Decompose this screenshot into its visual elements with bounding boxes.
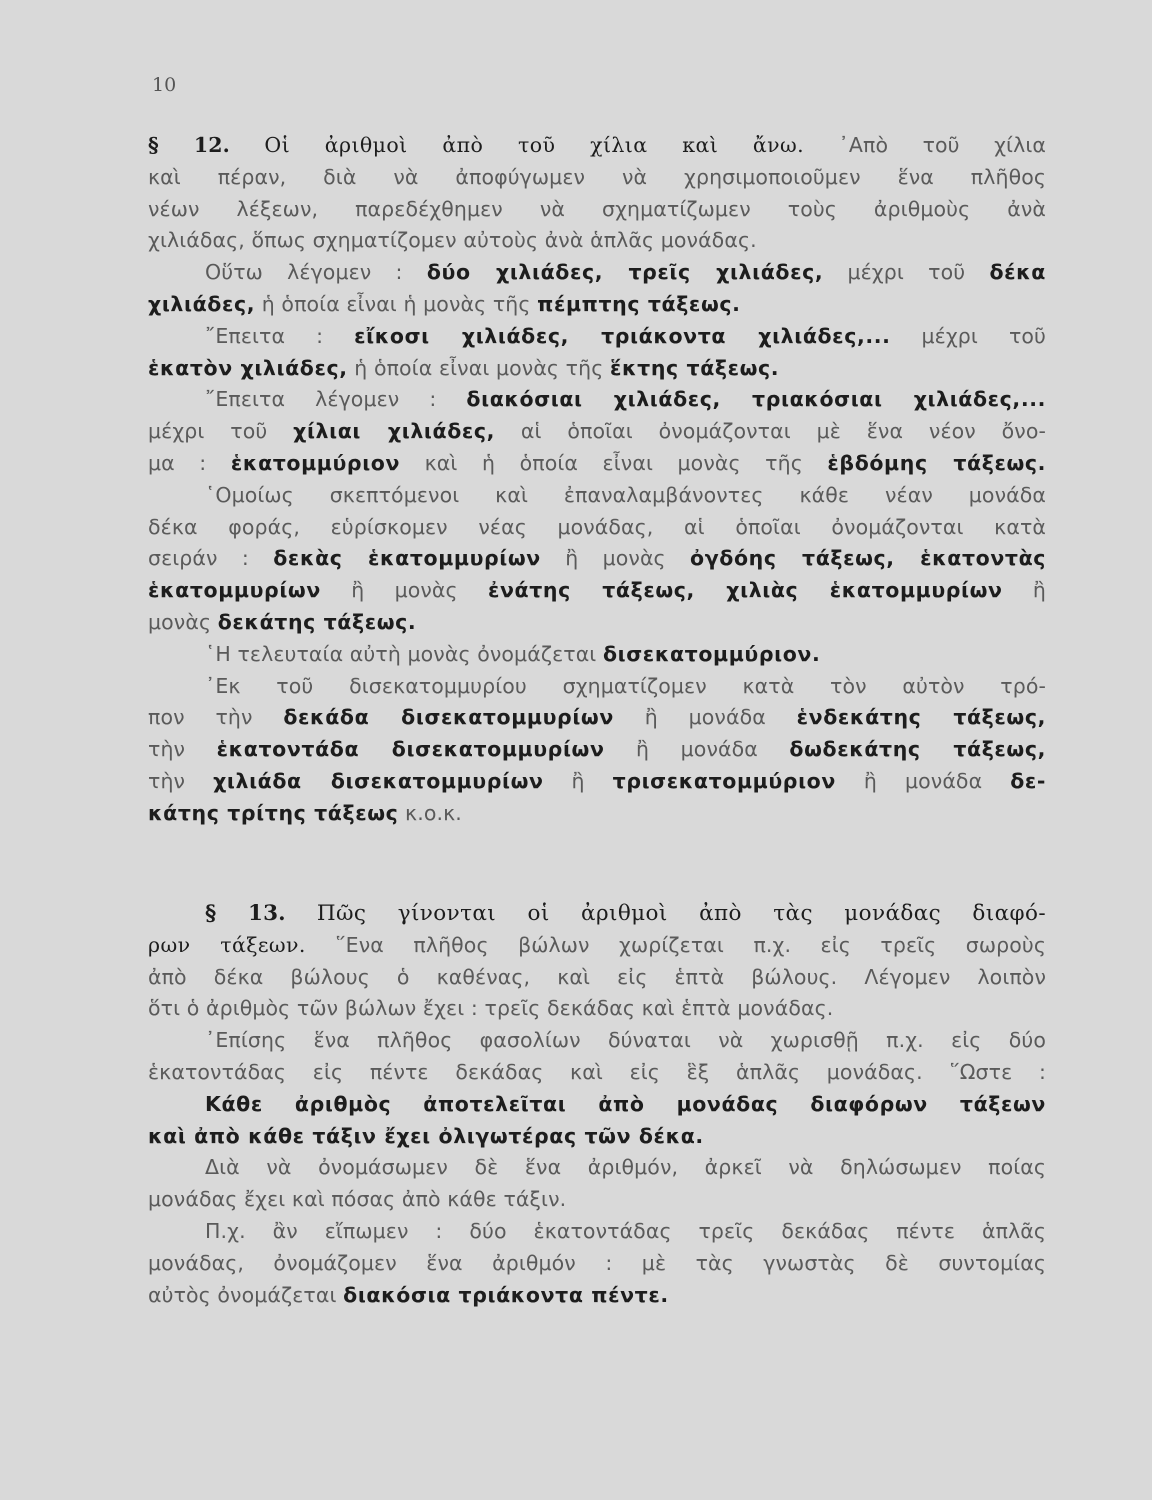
text-span: ἑκατοντάδας εἰς πέντε δεκάδας καὶ εἰς ἓξ ἁπλᾶς μονάδας. ῞Ωστε : bbox=[148, 1059, 1046, 1084]
text-span: τὴν bbox=[148, 768, 186, 793]
bold-term: ἐνάτης τάξεως, χιλιὰς ἑκατομμυρίων bbox=[487, 578, 1003, 603]
text-line bbox=[148, 162, 1046, 194]
bold-term: ἑβδόμης τάξεως. bbox=[827, 450, 1047, 475]
text-line bbox=[148, 1057, 1046, 1089]
text-span: μέχρι τοῦ bbox=[921, 323, 1046, 348]
text-line bbox=[148, 1089, 1046, 1121]
text-span: Οὕτω λέγομεν : bbox=[205, 260, 403, 285]
text-line bbox=[148, 607, 1046, 639]
text-span: μονὰς bbox=[148, 609, 212, 634]
text-span: μονάδας, ὀνομάζομεν ἕνα ἀριθμόν : μὲ τὰς γνωστὰς δὲ συντομίας bbox=[148, 1250, 1046, 1275]
text-line bbox=[148, 353, 1046, 385]
text-span: ἡ ὁποία εἶναι μονὰς τῆς bbox=[354, 355, 604, 380]
text-span: ἢ μονάδα bbox=[644, 705, 766, 730]
bold-term: ἕκτης τάξεως. bbox=[609, 355, 780, 380]
text-span: νέων λέξεων, παρεδέχθημεν νὰ σχηματίζωμεν τοὺς ἀριθμοὺς ἀνὰ bbox=[148, 196, 1046, 221]
text-span: σειράν : bbox=[148, 546, 249, 571]
text-span: ὅτι ὁ ἀριθμὸς τῶν βώλων ἔχει : τρεῖς δεκάδας καὶ ἑπτὰ μονάδας. bbox=[148, 996, 834, 1021]
bold-term: πέμπτης τάξεως. bbox=[537, 291, 741, 316]
bold-term: διακόσια τριάκοντα πέντε. bbox=[343, 1282, 669, 1307]
bold-term: ἑκατὸν χιλιάδες, bbox=[148, 355, 348, 380]
text-line bbox=[148, 575, 1046, 607]
text-span: ῎Επειτα λέγομεν : bbox=[205, 387, 437, 412]
text-line bbox=[148, 194, 1046, 226]
bold-term: δέκα bbox=[989, 260, 1046, 285]
text-span: ἢ μονὰς bbox=[565, 546, 666, 571]
text-line bbox=[148, 480, 1046, 512]
section-heading: ρων τάξεων. bbox=[148, 932, 306, 957]
text-line bbox=[148, 1280, 1046, 1312]
text-line bbox=[148, 734, 1046, 766]
text-line bbox=[148, 289, 1046, 321]
section-heading: Οἱ ἀριθμοὶ ἀπὸ τοῦ χίλια καὶ ἄνω. bbox=[264, 133, 805, 157]
text-line bbox=[148, 798, 1046, 830]
bold-term: δεκάδα δισεκατομμυρίων bbox=[283, 705, 614, 730]
text-span: ἢ bbox=[1032, 578, 1046, 603]
text-span: χιλιάδας, ὅπως σχηματίζομεν αὐτοὺς ἀνὰ ἁπλᾶς μονάδας. bbox=[148, 228, 757, 253]
text-line bbox=[148, 993, 1046, 1025]
text-span: δέκα φοράς, εὑρίσκομεν νέας μονάδας, αἱ ὁποῖαι ὀνομάζονται κατὰ bbox=[148, 514, 1046, 539]
bold-term: ἑκατομμυρίων bbox=[148, 578, 321, 603]
text-line bbox=[148, 321, 1046, 353]
text-line bbox=[148, 416, 1046, 448]
text-line bbox=[148, 1216, 1046, 1248]
bold-term: ἑκατοντάδα δισεκατομμυρίων bbox=[216, 737, 605, 762]
text-span: ἢ bbox=[571, 768, 585, 793]
section-number: § 13. bbox=[205, 901, 286, 926]
text-span: μέχρι τοῦ bbox=[847, 260, 966, 285]
bold-term: χιλιάδα δισεκατομμυρίων bbox=[213, 768, 544, 793]
text-span: μέχρι τοῦ bbox=[148, 419, 268, 444]
bold-term: δεκὰς ἑκατομμυρίων bbox=[273, 546, 541, 571]
bold-term: ἑνδεκάτης τάξεως, bbox=[796, 705, 1046, 730]
text-span: αὐτὸς ὀνομάζεται bbox=[148, 1282, 337, 1307]
bold-term: δε- bbox=[1010, 768, 1047, 793]
text-line bbox=[148, 1121, 1046, 1153]
text-span: ᾿Επίσης ἕνα πλῆθος φασολίων δύναται νὰ χωρισθῇ π.χ. εἰς δύο bbox=[205, 1028, 1046, 1053]
text-span: ῾Ομοίως σκεπτόμενοι καὶ ἐπαναλαμβάνοντες κάθε νέαν μονάδα bbox=[205, 482, 1046, 507]
text-span: τὴν bbox=[148, 737, 186, 762]
text-line bbox=[148, 962, 1046, 994]
text-line bbox=[148, 1025, 1046, 1057]
section-12 bbox=[148, 130, 1046, 830]
text-span: αἱ ὁποῖαι ὀνομάζονται μὲ ἕνα νέον ὄνο- bbox=[520, 419, 1046, 444]
text-span: Π.χ. ἂν εἴπωμεν : δύο ἑκατοντάδας τρεῖς δεκάδας πέντε ἁπλᾶς bbox=[205, 1218, 1046, 1243]
bold-term: δύο χιλιάδες, τρεῖς χιλιάδες, bbox=[426, 260, 824, 285]
bold-term: τρισεκατομμύριον bbox=[612, 768, 836, 793]
text-span: ᾿Απὸ τοῦ χίλια bbox=[838, 133, 1046, 157]
text-span: ἡ ὁποία εἶναι ἡ μονὰς τῆς bbox=[261, 291, 531, 316]
text-line bbox=[148, 1248, 1046, 1280]
bold-term: ἑκατομμύριον bbox=[230, 450, 401, 475]
bold-term: Κάθε ἀριθμὸς ἀποτελεῖται ἀπὸ μονάδας διαφόρων τάξεων bbox=[205, 1091, 1046, 1116]
section-number: § 12. bbox=[148, 133, 230, 157]
bold-term: εἴκοσι χιλιάδες, τριάκοντα χιλιάδες,... bbox=[354, 323, 891, 348]
text-line bbox=[148, 702, 1046, 734]
text-line bbox=[148, 1184, 1046, 1216]
text-span: ῞Ενα πλῆθος βώλων χωρίζεται π.χ. εἰς τρεῖς σωροὺς bbox=[335, 932, 1046, 957]
bold-term: δισεκατομμύριον. bbox=[602, 641, 821, 666]
bold-term: χιλιάδες, bbox=[148, 291, 256, 316]
text-span: μα : bbox=[148, 450, 207, 475]
text-span: ἢ μονάδα bbox=[863, 768, 983, 793]
text-span: κ.ο.κ. bbox=[405, 800, 462, 825]
text-span: μονάδας ἔχει καὶ πόσας ἀπὸ κάθε τάξιν. bbox=[148, 1187, 567, 1212]
section-13 bbox=[148, 898, 1046, 1311]
text-span: ἢ μονὰς bbox=[351, 578, 458, 603]
bold-term: χίλιαι χιλιάδες, bbox=[293, 419, 496, 444]
bold-term: δωδεκάτης τάξεως, bbox=[789, 737, 1046, 762]
text-span: καὶ πέραν, διὰ νὰ ἀποφύγωμεν νὰ χρησιμοποιοῦμεν ἕνα πλῆθος bbox=[148, 164, 1046, 189]
text-line bbox=[148, 257, 1046, 289]
text-span: καὶ ἡ ὁποία εἶναι μονὰς τῆς bbox=[424, 450, 803, 475]
bold-term: ὀγδόης τάξεως, ἑκατοντὰς bbox=[690, 546, 1047, 571]
text-line bbox=[148, 384, 1046, 416]
text-line bbox=[148, 512, 1046, 544]
text-span: ῾Η τελευταία αὐτὴ μονὰς ὀνομάζεται bbox=[205, 641, 597, 666]
text-line bbox=[148, 930, 1046, 962]
section-heading: Πῶς γίνονται οἱ ἀριθμοὶ ἀπὸ τὰς μονάδας διαφό- bbox=[316, 901, 1046, 926]
text-line bbox=[148, 898, 1046, 930]
text-span: ἢ μονάδα bbox=[636, 737, 758, 762]
bold-term: καὶ ἀπὸ κάθε τάξιν ἔχει ὀλιγωτέρας τῶν δέκα. bbox=[148, 1123, 704, 1148]
text-span: ῎Επειτα : bbox=[205, 323, 324, 348]
text-span: ἀπὸ δέκα βώλους ὁ καθένας, καὶ εἰς ἑπτὰ βώλους. Λέγομεν λοιπὸν bbox=[148, 964, 1046, 989]
text-line bbox=[148, 639, 1046, 671]
text-line bbox=[148, 766, 1046, 798]
text-line bbox=[148, 130, 1046, 162]
bold-term: κάτης τρίτης τάξεως bbox=[148, 800, 399, 825]
text-line bbox=[148, 671, 1046, 703]
text-span: ᾿Εκ τοῦ δισεκατομμυρίου σχηματίζομεν κατὰ τὸν αὐτὸν τρό- bbox=[205, 673, 1046, 698]
page-number: 10 bbox=[152, 74, 177, 96]
text-line bbox=[148, 225, 1046, 257]
bold-term: διακόσιαι χιλιάδες, τριακόσιαι χιλιάδες,... bbox=[466, 387, 1046, 412]
bold-term: δεκάτης τάξεως. bbox=[217, 609, 417, 634]
text-line bbox=[148, 1152, 1046, 1184]
text-span: πον τὴν bbox=[148, 705, 253, 730]
text-line bbox=[148, 543, 1046, 575]
text-line bbox=[148, 448, 1046, 480]
text-span: Διὰ νὰ ὀνομάσωμεν δὲ ἕνα ἀριθμόν, ἀρκεῖ νὰ δηλώσωμεν ποίας bbox=[205, 1155, 1046, 1180]
